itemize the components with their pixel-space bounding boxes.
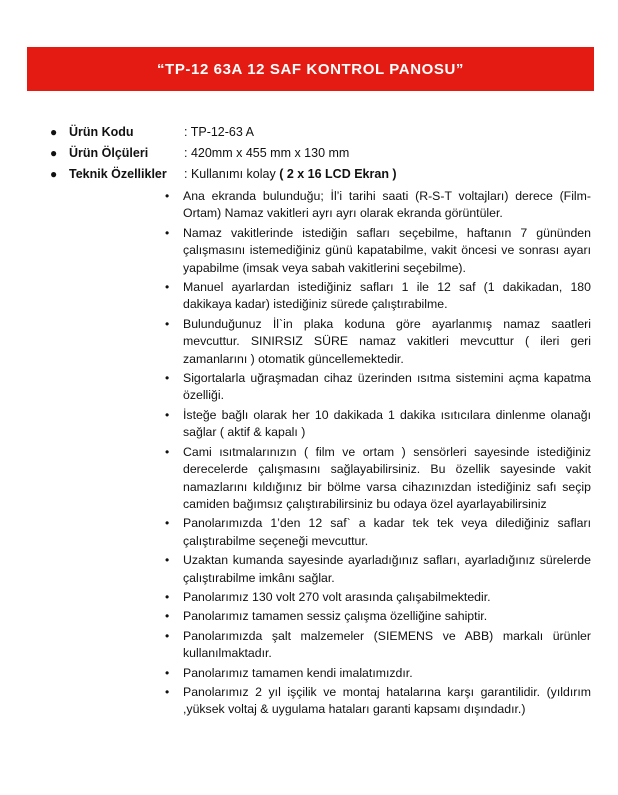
feature-item: • Sigortalarla uğraşmadan cihaz üzerinden ısıtma sistemini açma kapatma özelliği.: [163, 370, 591, 405]
spec-value-text: : TP-12-63 A: [184, 125, 254, 139]
feature-item: • Panolarımızda 1’den 12 saf` a kadar tek tek veya dilediğiniz safları çalıştırabilme seçeneği mevcuttur.: [163, 515, 591, 550]
bullet-icon: ●: [50, 167, 58, 181]
spec-value-text: : Kullanımı kolay: [184, 167, 280, 181]
feature-item: • İsteğe bağlı olarak her 10 dakikada 1 dakika ısıtıcılara dinlenme olanağı sağlar ( aktif & kapalı ): [163, 407, 591, 442]
spec-value-text: : 420mm x 455 mm x 130 mm: [184, 146, 350, 160]
feature-item: • Namaz vakitlerinde istediğin safları seçebilme, haftanın 7 gününden çalışmasını istemediğiniz günü kapatabilme, vakit öncesi ve sonrası ayarı yapabilme (imsak veya sabah vakitlerini seçebilme).: [163, 225, 591, 277]
feature-list: [163, 188, 591, 721]
spec-list: [50, 124, 590, 187]
feature-item: • Panolarımız tamamen sessiz çalışma özelliğine sahiptir.: [163, 608, 591, 625]
feature-item: • Panolarımızda şalt malzemeler (SIEMENS ve ABB) markalı ürünler kullanılmaktadır.: [163, 628, 591, 663]
page-title: “TP-12 63A 12 SAF KONTROL PANOSU”: [156, 60, 465, 78]
feature-item: • Panolarımız tamamen kendi imalatımızdır.: [163, 665, 591, 682]
spec-value: [184, 145, 349, 162]
spec-row-technical: [50, 166, 590, 187]
title-banner: [27, 47, 594, 91]
bullet-icon: ●: [50, 146, 58, 160]
spec-value: [184, 166, 397, 183]
spec-row-product-code: [50, 124, 590, 145]
spec-value-bold: ( 2 x 16 LCD Ekran ): [279, 167, 397, 181]
spec-label: Ürün Ölçüleri: [69, 146, 149, 160]
feature-item: • Bulunduğunuz İl`in plaka koduna göre ayarlanmış namaz saatleri mevcuttur. SINIRSIZ SÜRE namaz vakitleri mevcuttur ( ileri geri zamanlarını ) otomatik güncellemektedir.: [163, 316, 591, 368]
feature-item: • Ana ekranda bulunduğu; İl’i tarihi saati (R-S-T voltajları) derece (Film- Ortam) Namaz vakitleri ayrı ayrı olarak ekranda görüntüler.: [163, 188, 591, 223]
spec-value: [184, 124, 254, 141]
feature-item: • Uzaktan kumanda sayesinde ayarladığınız safları, ayarladığınız sürelerde çalıştırabilme imkânı sağlar.: [163, 552, 591, 587]
feature-item: • Cami ısıtmalarınızın ( film ve ortam ) sensörleri sayesinde istediğiniz derecelerde çalışmasını sağlayabilirsiniz. Bu özellik sayesinde vakit namazlarını kıldığınız bir bölme varsa cihazınızdan istediğiniz safı seçip camiden bağımsız çalıştırabilirsiniz bu odaya özel ayarlayabilirsiniz: [163, 444, 591, 514]
feature-item: • Panolarımız 2 yıl işçilik ve montaj hatalarına karşı garantilidir. (yıldırım ,yüksek voltaj & uygulama hataları garanti kapsamı dışındadır.): [163, 684, 591, 719]
spec-label: Teknik Özellikler: [69, 167, 167, 181]
spec-row-dimensions: [50, 145, 590, 166]
spec-label: Ürün Kodu: [69, 125, 134, 139]
feature-item: • Panolarımız 130 volt 270 volt arasında çalışabilmektedir.: [163, 589, 591, 606]
bullet-icon: ●: [50, 125, 58, 139]
feature-item: • Manuel ayarlardan istediğiniz safları 1 ile 12 saf (1 dakikadan, 180 dakikaya kadar) istediğiniz sürede çalıştırabilme.: [163, 279, 591, 314]
